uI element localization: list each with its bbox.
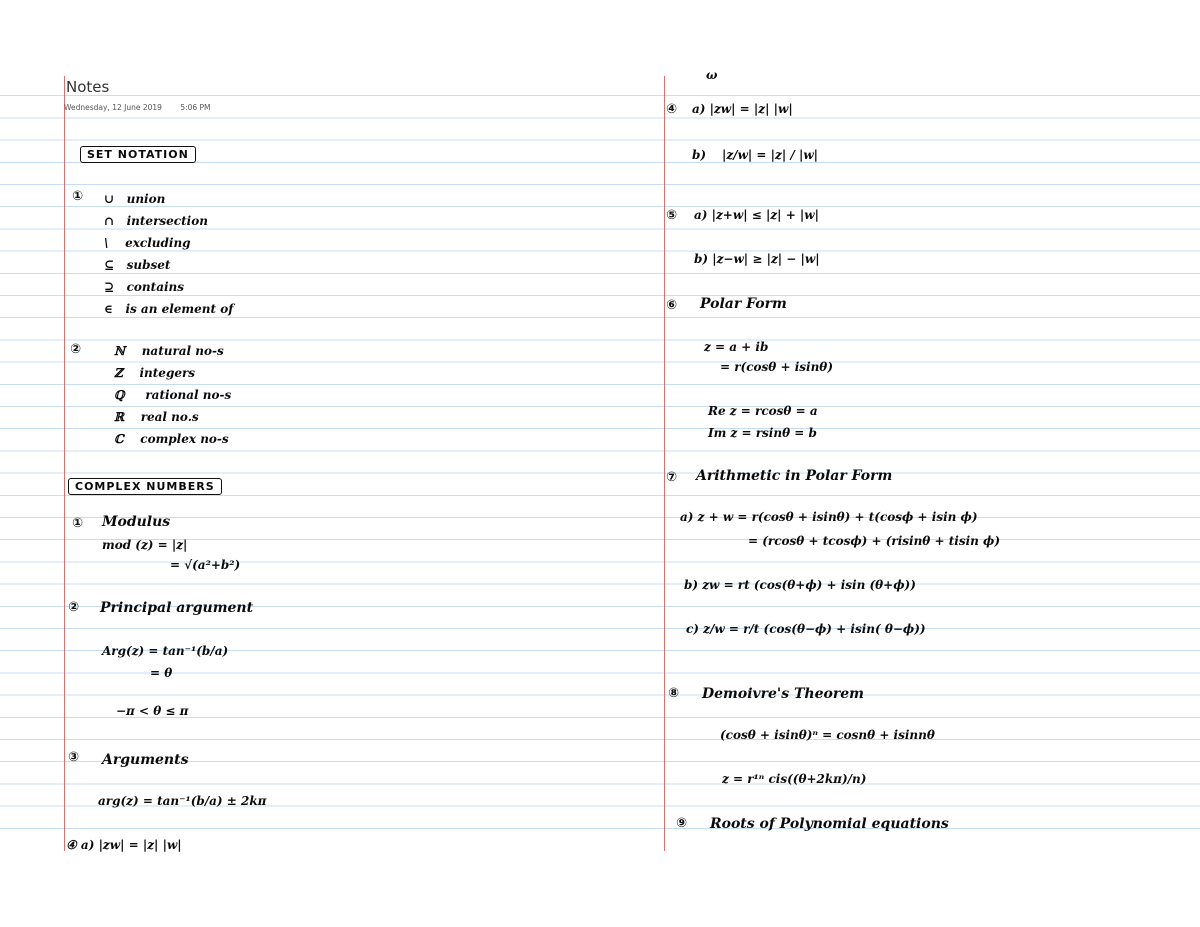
principal-argument-line: Arg(z) = tan⁻¹(b/a)	[102, 644, 229, 658]
polar-form-line: z = a + ib	[704, 340, 769, 354]
number-set-row: ℤ integers	[114, 366, 196, 380]
set-symbol-row: ⊆ subset	[104, 258, 171, 272]
inequality-line: b) |z−w| ≥ |z| − |w|	[694, 252, 820, 266]
arithmetic-line: c) z/w = r/t (cos(θ−ϕ) + isin( θ−ϕ))	[686, 622, 926, 636]
demoivre-title: Demoivre's Theorem	[702, 686, 864, 702]
inequality-line: a) |z+w| ≤ |z| + |w|	[694, 208, 819, 222]
arithmetic-title: Arithmetic in Polar Form	[696, 468, 893, 484]
complex-numbers-heading: COMPLEX NUMBERS	[68, 478, 222, 494]
set-notation-heading: SET NOTATION	[80, 146, 196, 162]
set-symbol-row: \ excluding	[104, 236, 191, 250]
modulus-line: = √(a²+b²)	[170, 558, 241, 572]
modulus-line: mod (z) = |z|	[102, 538, 188, 552]
date-text: Wednesday, 12 June 2019	[64, 103, 162, 112]
number-set-row: ℚ rational no-s	[114, 388, 232, 402]
set-symbol-row: ∈ is an element of	[104, 302, 234, 316]
polar-form-line: Im z = rsinθ = b	[708, 426, 817, 440]
demoivre-line: (cosθ + isinθ)ⁿ = cosnθ + isinnθ	[720, 728, 935, 742]
section-number: ④	[666, 102, 678, 117]
polar-form-line: Re z = rcosθ = a	[708, 404, 818, 418]
number-set-row: ℕ natural no-s	[114, 344, 224, 358]
section-number: ⑥	[666, 298, 678, 313]
cut-off-line: ④ a) |zw| = |z| |w|	[66, 838, 182, 852]
page-title[interactable]: Notes	[66, 78, 110, 96]
number-set-row: ℂ complex no-s	[114, 432, 229, 446]
section-number: ③	[68, 750, 80, 765]
principal-argument-line: = θ	[150, 666, 173, 680]
margin-line	[664, 76, 665, 851]
set-symbol-row: ∩ intersection	[104, 214, 208, 228]
section-number: ⑦	[666, 470, 678, 485]
section-number: ⑨	[676, 816, 688, 831]
section-number: ⑧	[668, 686, 680, 701]
number-set-row: ℝ real no.s	[114, 410, 199, 424]
property-label: b)	[692, 148, 707, 162]
time-text: 5:06 PM	[180, 103, 211, 112]
top-stub: ω	[706, 68, 718, 82]
modulus-title: Modulus	[102, 514, 171, 530]
set-symbol-row: ∪ union	[104, 192, 166, 206]
arithmetic-line: b) zw = rt (cos(θ+ϕ) + isin (θ+ϕ))	[684, 578, 916, 592]
principal-argument-title: Principal argument	[100, 600, 254, 616]
arguments-line: arg(z) = tan⁻¹(b/a) ± 2kπ	[98, 794, 267, 808]
arguments-title: Arguments	[102, 752, 189, 768]
section-number: ①	[72, 189, 84, 204]
left-note-page	[0, 76, 600, 851]
set-symbol-row: ⊇ contains	[104, 280, 185, 294]
section-number: ②	[70, 342, 82, 357]
section-number: ②	[68, 600, 80, 615]
principal-argument-range: −π < θ ≤ π	[116, 704, 189, 718]
arithmetic-line: a) z + w = r(cosθ + isinθ) + t(cosϕ + isin ϕ)	[680, 510, 978, 524]
property-line: |z/w| = |z| / |w|	[722, 148, 819, 162]
section-number: ⑤	[666, 208, 678, 223]
margin-line	[64, 76, 65, 851]
page-date	[64, 103, 227, 112]
right-note-page	[600, 68, 1200, 851]
arithmetic-line: = (rcosθ + tcosϕ) + (risinθ + tisin ϕ)	[748, 534, 1001, 548]
property-line: a) |zw| = |z| |w|	[692, 102, 793, 116]
section-number: ①	[72, 516, 84, 531]
polar-form-line: = r(cosθ + isinθ)	[720, 360, 833, 374]
demoivre-line: z = r¹ⁿ cis((θ+2kπ)/n)	[722, 772, 867, 786]
roots-title: Roots of Polynomial equations	[710, 816, 949, 832]
polar-form-title: Polar Form	[700, 296, 787, 312]
